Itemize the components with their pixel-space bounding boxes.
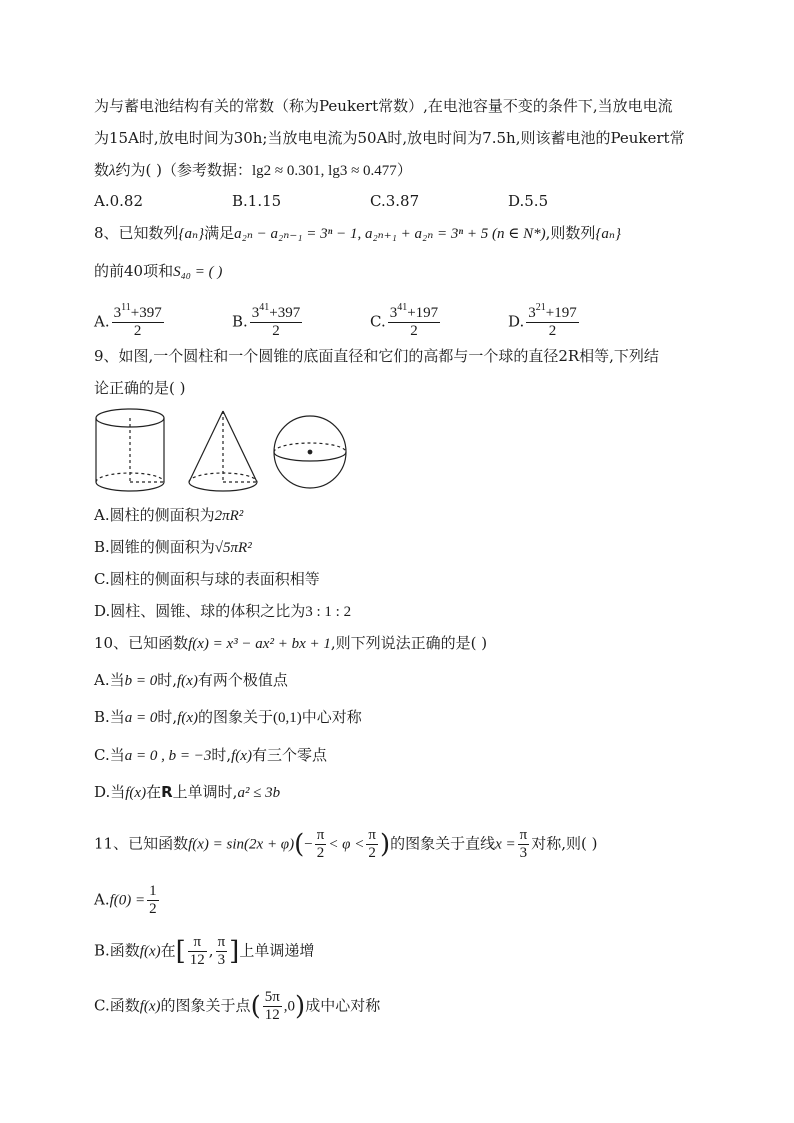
q9-stem-line-2: 论正确的是( ) [94, 379, 186, 397]
q9-stem-line-1: 9、如图,一个圆柱和一个圆锥的底面直径和它们的高都与一个球的直径2R相等,下列结 [94, 347, 659, 365]
q10-option-d[interactable]: D.当f(x)在R上单调时,a² ≤ 3b [94, 783, 281, 801]
q9-figures [92, 407, 362, 495]
cylinder-figure [96, 409, 164, 491]
q10-option-b[interactable]: B.当a = 0时,f(x)的图象关于(0,1)中心对称 [94, 708, 362, 726]
q9-option-d[interactable]: D.圆柱、圆锥、球的体积之比为3 : 1 : 2 [94, 602, 352, 620]
q8-stem: 8、已知数列{aₙ}满足a₂ₙ − a₂ₙ₋₁ = 3ⁿ − 1, a₂ₙ₊₁ + a₂ₙ = 3ⁿ + 5 (n ∈ N*),则数列{aₙ} [94, 224, 621, 242]
q7-options [94, 191, 646, 211]
intro-line-1: 为与蓄电池结构有关的常数（称为Peukert常数）,在电池容量不变的条件下,当放电电流 [94, 97, 673, 115]
q7-option-b[interactable]: B.1.15 [232, 192, 282, 210]
q10-stem: 10、已知函数f(x) = x³ − ax² + bx + 1,则下列说法正确的是( ) [94, 634, 488, 652]
q11-stem: 11、已知函数f(x) = sin(2x + φ)(− $\frac{\pi}{2}$ < φ < $\frac{\pi}{2}$ )的图象关于直线x = $\frac{\pi}{3}$ 对称,则( ) [94, 827, 598, 861]
q8-options [94, 302, 646, 340]
q8-stem-line-2: 的前40项和S₄₀ = ( ) [94, 262, 223, 280]
q9-option-a[interactable]: A.圆柱的侧面积为2πR² [94, 506, 244, 524]
intro-line-3: 数λ约为( )（参考数据：lg2 ≈ 0.301, lg3 ≈ 0.477） [94, 161, 412, 179]
intro-line-2: 为15A时,放电时间为30h;当放电电流为50A时,放电时间为7.5h,则该蓄电池的Peukert常 [94, 129, 685, 147]
q11-option-b[interactable]: B.函数f(x)在[ $\frac{\pi}{12}$ , $\frac{\pi}{3}$ ]上单调递增 [94, 934, 315, 968]
q8-option-b[interactable]: B. $\frac{3^{41}+397}{2}$ [232, 302, 301, 339]
q8-option-d[interactable]: D. $\frac{3^{21}+197}{2}$ [508, 302, 577, 339]
q11-option-c[interactable]: C.函数f(x)的图象关于点( $\frac{5\pi}{12}$ ,0)成中心对称 [94, 989, 381, 1023]
q11-option-a[interactable]: A.f(0) = $\frac{1}{2}$ [94, 883, 157, 917]
q7-option-a[interactable]: A.0.82 [94, 192, 143, 210]
sphere-figure [274, 416, 346, 488]
q7-option-d[interactable]: D.5.5 [508, 192, 549, 210]
q8-option-c[interactable]: C. $\frac{3^{41}+197}{2}$ [370, 302, 439, 339]
q10-option-a[interactable]: A.当b = 0时,f(x)有两个极值点 [94, 671, 288, 689]
cone-figure [189, 411, 257, 491]
q9-option-c[interactable]: C.圆柱的侧面积与球的表面积相等 [94, 570, 320, 588]
q7-option-c[interactable]: C.3.87 [370, 192, 420, 210]
q8-option-a[interactable]: A. $\frac{3^{11}+397}{2}$ [94, 302, 162, 339]
q9-option-b[interactable]: B.圆锥的侧面积为√5πR² [94, 538, 252, 556]
q10-option-c[interactable]: C.当a = 0 , b = −3时,f(x)有三个零点 [94, 746, 327, 764]
